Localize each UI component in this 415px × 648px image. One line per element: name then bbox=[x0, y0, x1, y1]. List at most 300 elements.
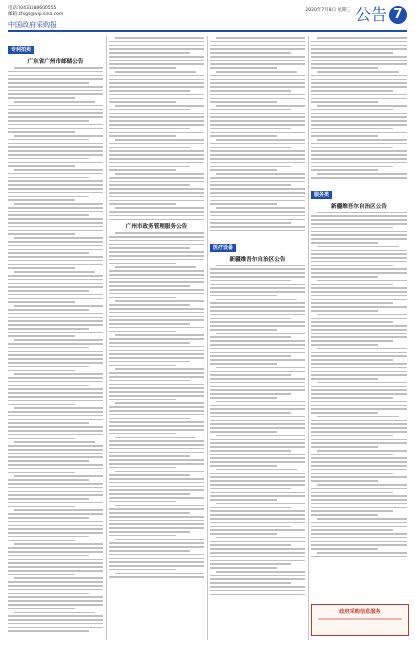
text-line bbox=[8, 249, 103, 251]
text-line bbox=[311, 310, 378, 312]
text-line bbox=[216, 537, 305, 539]
text-line bbox=[210, 348, 305, 350]
text-line bbox=[8, 483, 103, 485]
text-line bbox=[311, 533, 407, 535]
text-line bbox=[109, 98, 204, 100]
text-line bbox=[317, 212, 407, 214]
text-line bbox=[317, 314, 407, 316]
text-line bbox=[109, 312, 204, 314]
text-line bbox=[311, 318, 407, 320]
text-line bbox=[8, 528, 103, 530]
text-line bbox=[311, 423, 407, 425]
article-headline: 广州市政务管理服务公告 bbox=[125, 224, 188, 231]
text-line bbox=[109, 67, 176, 69]
text-line bbox=[109, 45, 204, 47]
text-line bbox=[210, 442, 305, 444]
text-line bbox=[8, 593, 89, 595]
text-line bbox=[210, 295, 277, 297]
text-line bbox=[8, 332, 103, 334]
text-line bbox=[210, 166, 291, 168]
text-line bbox=[311, 454, 393, 456]
footer-banner bbox=[311, 604, 409, 636]
column-1 bbox=[8, 36, 103, 640]
text-line bbox=[311, 90, 393, 92]
text-line bbox=[210, 226, 305, 228]
text-line bbox=[210, 128, 291, 130]
text-line bbox=[311, 355, 407, 357]
text-line bbox=[109, 60, 204, 62]
text-line bbox=[311, 457, 407, 459]
text-line bbox=[210, 63, 305, 65]
text-line bbox=[8, 513, 103, 515]
text-line bbox=[311, 374, 407, 376]
text-line bbox=[109, 395, 204, 397]
text-line bbox=[14, 271, 95, 273]
text-line bbox=[8, 468, 103, 470]
text-line bbox=[8, 615, 103, 617]
text-line bbox=[311, 476, 407, 478]
text-line bbox=[210, 200, 305, 202]
text-line bbox=[210, 211, 305, 213]
text-line bbox=[210, 389, 305, 391]
text-line bbox=[8, 196, 89, 198]
text-line bbox=[210, 45, 305, 47]
text-line bbox=[210, 56, 305, 58]
text-line bbox=[317, 246, 399, 248]
text-line bbox=[109, 116, 204, 118]
text-line bbox=[311, 363, 407, 365]
text-line bbox=[311, 359, 393, 361]
text-line bbox=[109, 542, 204, 544]
text-line bbox=[8, 162, 103, 164]
text-line bbox=[210, 75, 305, 77]
text-line bbox=[210, 325, 305, 327]
text-line bbox=[8, 177, 89, 179]
text-line bbox=[311, 158, 407, 160]
text-line bbox=[210, 359, 305, 361]
text-line bbox=[8, 143, 103, 145]
text-line bbox=[109, 211, 204, 213]
text-line bbox=[210, 291, 305, 293]
text-line bbox=[115, 207, 204, 209]
category-tag: 医疗设备 bbox=[210, 244, 236, 252]
text-line bbox=[109, 297, 176, 299]
text-line bbox=[109, 244, 204, 246]
text-line bbox=[109, 561, 204, 563]
text-line bbox=[311, 401, 407, 403]
text-line bbox=[109, 86, 204, 88]
text-line bbox=[311, 431, 407, 433]
text-line bbox=[8, 165, 75, 167]
text-line bbox=[317, 71, 399, 73]
text-line bbox=[109, 177, 204, 179]
text-line bbox=[8, 139, 89, 141]
text-line bbox=[311, 329, 407, 331]
text-line bbox=[109, 82, 204, 84]
text-line bbox=[8, 230, 103, 232]
text-line bbox=[210, 284, 305, 286]
text-line bbox=[109, 308, 204, 310]
text-line bbox=[216, 207, 305, 209]
text-line bbox=[8, 75, 103, 77]
text-line bbox=[210, 302, 305, 304]
text-line bbox=[8, 184, 103, 186]
text-line bbox=[210, 67, 277, 69]
text-line bbox=[8, 388, 103, 390]
text-line bbox=[8, 180, 103, 182]
text-line bbox=[210, 578, 305, 580]
text-line bbox=[311, 287, 407, 289]
text-line bbox=[311, 405, 407, 407]
text-line bbox=[115, 471, 204, 473]
text-line bbox=[8, 226, 103, 228]
text-line bbox=[210, 556, 305, 558]
text-line bbox=[8, 358, 103, 360]
text-line bbox=[8, 128, 103, 130]
text-line bbox=[109, 304, 190, 306]
text-line bbox=[311, 162, 407, 164]
text-line bbox=[311, 272, 407, 274]
text-line bbox=[311, 397, 393, 399]
text-line bbox=[109, 452, 204, 454]
text-line bbox=[311, 41, 407, 43]
text-line bbox=[8, 445, 103, 447]
text-line bbox=[109, 489, 204, 491]
text-line bbox=[8, 71, 103, 73]
text-line bbox=[8, 154, 103, 156]
text-line bbox=[311, 242, 378, 244]
text-line bbox=[317, 105, 407, 107]
text-line bbox=[311, 143, 407, 145]
text-line bbox=[8, 97, 75, 99]
text-line bbox=[210, 82, 305, 84]
text-line bbox=[109, 289, 204, 291]
text-line bbox=[109, 331, 176, 333]
text-line bbox=[109, 274, 204, 276]
text-line bbox=[210, 181, 305, 183]
text-line bbox=[210, 48, 305, 50]
issue-date: 2020年7月8日 星期三 bbox=[305, 8, 351, 13]
text-line bbox=[210, 147, 291, 149]
text-line bbox=[109, 501, 176, 503]
text-line bbox=[210, 465, 277, 467]
text-line bbox=[115, 266, 196, 268]
text-line bbox=[210, 567, 277, 569]
text-line bbox=[109, 569, 176, 571]
text-line bbox=[210, 79, 305, 81]
text-line bbox=[311, 321, 393, 323]
text-line bbox=[109, 338, 204, 340]
text-line bbox=[109, 523, 204, 525]
text-line bbox=[210, 480, 305, 482]
text-line bbox=[109, 421, 204, 423]
text-line bbox=[210, 446, 305, 448]
text-line bbox=[311, 526, 407, 528]
text-line bbox=[311, 344, 378, 346]
text-line bbox=[311, 276, 378, 278]
text-line bbox=[311, 291, 407, 293]
article-body bbox=[109, 37, 204, 216]
text-line bbox=[210, 329, 277, 331]
text-line bbox=[8, 491, 103, 493]
text-line bbox=[8, 434, 103, 436]
text-line bbox=[210, 541, 305, 543]
text-line bbox=[210, 101, 277, 103]
text-line bbox=[109, 259, 204, 261]
text-line bbox=[8, 422, 89, 424]
text-line bbox=[210, 499, 277, 501]
contact-line-1: 电话:(0431)88600555 bbox=[8, 6, 57, 11]
text-line bbox=[109, 418, 190, 420]
text-line bbox=[8, 555, 89, 557]
text-line bbox=[317, 552, 407, 554]
text-line bbox=[8, 381, 103, 383]
text-line bbox=[109, 132, 204, 134]
text-line bbox=[210, 374, 291, 376]
text-line bbox=[210, 544, 291, 546]
text-line bbox=[8, 78, 103, 80]
text-line bbox=[109, 184, 190, 186]
text-line bbox=[210, 203, 277, 205]
text-line bbox=[216, 435, 305, 437]
text-line bbox=[109, 147, 190, 149]
text-line bbox=[14, 135, 103, 137]
text-line bbox=[8, 623, 103, 625]
text-line bbox=[109, 384, 204, 386]
text-line bbox=[210, 188, 305, 190]
text-line bbox=[109, 196, 204, 198]
text-line bbox=[311, 529, 393, 531]
text-line bbox=[311, 98, 407, 100]
text-line bbox=[109, 478, 204, 480]
text-line bbox=[109, 41, 204, 43]
text-line bbox=[109, 135, 176, 137]
text-line bbox=[109, 150, 204, 152]
text-line bbox=[311, 473, 393, 475]
text-line bbox=[210, 408, 305, 410]
text-line bbox=[8, 415, 103, 417]
text-line bbox=[115, 437, 196, 439]
masthead-rule bbox=[8, 30, 407, 32]
column-divider bbox=[106, 36, 107, 640]
text-line bbox=[210, 575, 305, 577]
text-line bbox=[216, 71, 297, 73]
text-line bbox=[8, 362, 103, 364]
text-line bbox=[109, 101, 176, 103]
text-line bbox=[8, 456, 103, 458]
text-line bbox=[210, 355, 291, 357]
text-line bbox=[210, 423, 305, 425]
text-line bbox=[216, 265, 305, 267]
text-line bbox=[14, 203, 103, 205]
text-line bbox=[8, 294, 103, 296]
text-line bbox=[8, 267, 75, 269]
text-line bbox=[14, 475, 103, 477]
text-line bbox=[311, 52, 393, 54]
text-line bbox=[109, 550, 190, 552]
text-line bbox=[311, 116, 407, 118]
text-line bbox=[8, 608, 75, 610]
text-line bbox=[311, 480, 378, 482]
text-line bbox=[8, 275, 103, 277]
text-line bbox=[8, 589, 103, 591]
text-line bbox=[109, 342, 190, 344]
text-line bbox=[210, 431, 277, 433]
column-2 bbox=[109, 36, 204, 640]
text-line bbox=[210, 412, 291, 414]
text-line bbox=[8, 116, 103, 118]
text-line bbox=[14, 441, 95, 443]
text-line bbox=[311, 556, 407, 558]
text-line bbox=[109, 154, 204, 156]
text-line bbox=[311, 306, 407, 308]
text-line bbox=[311, 177, 407, 179]
text-line bbox=[210, 420, 305, 422]
text-line bbox=[210, 169, 277, 171]
text-line bbox=[8, 343, 103, 345]
text-line bbox=[210, 314, 305, 316]
text-line bbox=[14, 67, 103, 69]
text-line bbox=[210, 287, 305, 289]
text-line bbox=[210, 113, 305, 115]
text-line bbox=[210, 272, 305, 274]
text-line bbox=[210, 276, 305, 278]
text-line bbox=[311, 257, 407, 259]
text-line bbox=[311, 378, 378, 380]
text-line bbox=[8, 256, 103, 258]
text-line bbox=[210, 132, 305, 134]
text-line bbox=[109, 380, 190, 382]
text-line bbox=[109, 429, 204, 431]
text-line bbox=[311, 135, 378, 137]
text-line bbox=[8, 498, 89, 500]
text-line bbox=[109, 236, 204, 238]
text-line bbox=[210, 318, 291, 320]
text-line bbox=[311, 461, 407, 463]
text-line bbox=[109, 558, 204, 560]
text-line bbox=[8, 109, 103, 111]
text-line bbox=[8, 585, 103, 587]
text-line bbox=[210, 371, 305, 373]
text-line bbox=[8, 517, 89, 519]
text-line bbox=[210, 336, 291, 338]
text-line bbox=[8, 562, 103, 564]
text-line bbox=[210, 560, 305, 562]
text-line bbox=[109, 554, 204, 556]
text-line bbox=[311, 128, 393, 130]
text-line bbox=[109, 527, 204, 529]
text-line bbox=[216, 401, 305, 403]
text-line bbox=[210, 405, 305, 407]
text-line bbox=[8, 264, 103, 266]
text-line bbox=[109, 162, 204, 164]
text-line bbox=[210, 586, 305, 588]
text-line bbox=[8, 366, 89, 368]
text-line bbox=[210, 90, 291, 92]
text-line bbox=[8, 404, 75, 406]
text-line bbox=[210, 450, 291, 452]
text-line bbox=[210, 461, 305, 463]
text-line bbox=[210, 457, 305, 459]
text-line bbox=[210, 215, 305, 217]
text-line bbox=[14, 339, 103, 341]
text-line bbox=[109, 372, 204, 374]
text-line bbox=[210, 488, 291, 490]
text-line bbox=[109, 387, 204, 389]
text-line bbox=[115, 173, 204, 175]
article-headline: 新疆维吾尔自治区公告 bbox=[331, 203, 387, 210]
text-line bbox=[115, 368, 204, 370]
text-line bbox=[109, 350, 204, 352]
text-line bbox=[109, 467, 176, 469]
text-line bbox=[311, 234, 407, 236]
text-line bbox=[109, 565, 204, 567]
text-line bbox=[210, 52, 291, 54]
text-line bbox=[210, 154, 305, 156]
text-line bbox=[8, 105, 103, 107]
text-line bbox=[311, 215, 407, 217]
text-line bbox=[109, 263, 176, 265]
text-line bbox=[210, 514, 305, 516]
text-line bbox=[317, 173, 407, 175]
text-line bbox=[216, 139, 305, 141]
column-divider bbox=[207, 36, 208, 640]
text-line bbox=[311, 522, 407, 524]
page-number-badge: 7 bbox=[389, 6, 407, 24]
text-line bbox=[8, 82, 89, 84]
text-line bbox=[8, 559, 103, 561]
text-line bbox=[210, 582, 291, 584]
text-line bbox=[311, 389, 407, 391]
text-line bbox=[311, 439, 407, 441]
text-line bbox=[109, 516, 204, 518]
text-line bbox=[109, 192, 204, 194]
brand-logo-text: 中国政府采购报 bbox=[8, 21, 57, 29]
text-line bbox=[210, 473, 305, 475]
text-line bbox=[317, 450, 407, 452]
text-line bbox=[311, 510, 393, 512]
text-line bbox=[8, 351, 103, 353]
text-line bbox=[8, 301, 75, 303]
text-line bbox=[311, 261, 407, 263]
text-line bbox=[210, 510, 305, 512]
text-line bbox=[109, 215, 204, 217]
text-line bbox=[311, 367, 407, 369]
text-line bbox=[311, 420, 407, 422]
text-line bbox=[210, 280, 291, 282]
text-line bbox=[8, 146, 103, 148]
text-line bbox=[311, 227, 393, 229]
text-line bbox=[210, 476, 305, 478]
text-line bbox=[109, 90, 190, 92]
text-line bbox=[210, 363, 277, 365]
text-line bbox=[210, 427, 305, 429]
text-line bbox=[311, 371, 407, 373]
text-line bbox=[109, 323, 190, 325]
text-line bbox=[8, 309, 89, 311]
section-title: 公告 bbox=[354, 5, 387, 24]
text-line bbox=[311, 223, 407, 225]
text-line bbox=[210, 86, 305, 88]
text-line bbox=[8, 487, 103, 489]
contact-line-2: 邮箱:zfxgs@vip.sina.com bbox=[8, 12, 64, 17]
text-line bbox=[311, 45, 407, 47]
text-line bbox=[115, 539, 204, 541]
text-line bbox=[311, 169, 378, 171]
text-line bbox=[8, 449, 103, 451]
text-line bbox=[311, 544, 407, 546]
text-line bbox=[115, 71, 196, 73]
